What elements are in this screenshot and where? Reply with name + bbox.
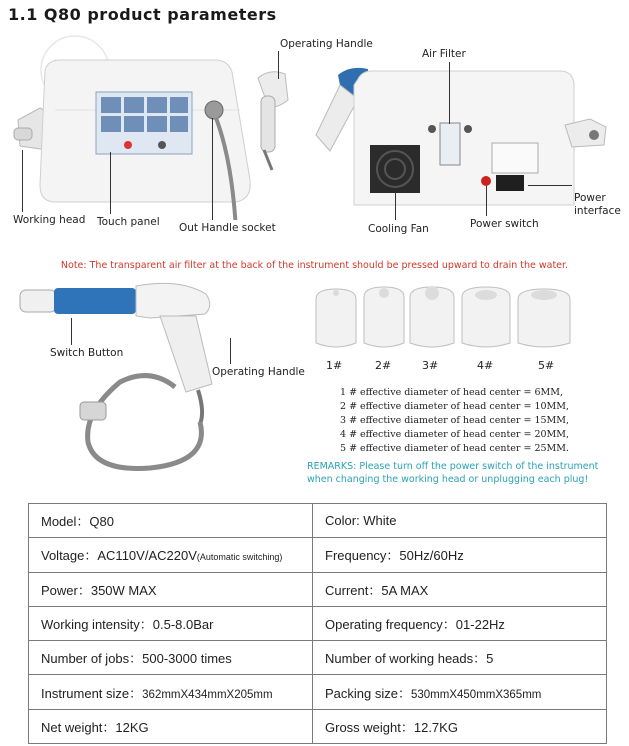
- spec-packing-size-label: Packing size：: [325, 685, 411, 701]
- remarks-line-2: when changing the working head or unplugging each plug!: [307, 473, 589, 485]
- diameter-line-1: 1 # effective diameter of head center = 6MM,: [340, 387, 563, 398]
- spec-color: Color: White: [313, 504, 607, 538]
- label-power-switch: Power switch: [470, 218, 539, 230]
- spec-table: [28, 503, 607, 744]
- operating-handle-image: [0, 272, 240, 477]
- leader-line: [230, 338, 231, 364]
- spec-model: Model：Q80: [29, 504, 313, 538]
- spec-working-intensity: Working intensity：0.5-8.0Bar: [29, 606, 313, 640]
- table-row: [29, 572, 607, 606]
- spec-voltage-cell: [29, 538, 313, 572]
- spec-voltage-note: (Automatic switching): [196, 552, 283, 563]
- leader-line: [449, 62, 450, 124]
- label-operating-handle-mid: Operating Handle: [212, 366, 305, 378]
- remarks-line-1: REMARKS: Please turn off the power switch of the instrument: [307, 461, 599, 472]
- head-label-2: 2#: [375, 359, 392, 372]
- spec-net-weight: Net weight：12KG: [29, 709, 313, 743]
- leader-line: [486, 186, 487, 216]
- label-switch-button: Switch Button: [50, 347, 124, 359]
- spec-instrument-size-label: Instrument size：: [41, 685, 143, 701]
- label-cooling-fan: Cooling Fan: [368, 223, 429, 235]
- spec-packing-size-value: 530mmX450mmX365mm: [410, 688, 542, 701]
- label-power-interface-line2: interface: [574, 205, 621, 217]
- table-row: [29, 606, 607, 640]
- spec-instrument-size-cell: [29, 675, 313, 709]
- device-front-image: [0, 30, 310, 220]
- leader-line: [71, 318, 72, 345]
- spec-current: Current：5A MAX: [313, 572, 607, 606]
- spec-number-of-heads: Number of working heads：5: [313, 641, 607, 675]
- air-filter-note: Note: The transparent air filter at the back of the instrument should be pressed upward to drain the water.: [60, 260, 569, 271]
- spec-power: Power：350W MAX: [29, 572, 313, 606]
- diameter-line-3: 3 # effective diameter of head center = 15MM,: [340, 415, 570, 426]
- diameter-line-4: 4 # effective diameter of head center = 20MM,: [340, 429, 570, 440]
- leader-line: [395, 192, 396, 220]
- leader-line: [110, 152, 111, 214]
- spec-operating-frequency: Operating frequency：01-22Hz: [313, 606, 607, 640]
- spec-packing-size-cell: [313, 675, 607, 709]
- table-row: [29, 641, 607, 675]
- leader-line: [278, 51, 279, 79]
- table-row: [29, 675, 607, 709]
- spec-number-of-jobs: Number of jobs：500-3000 times: [29, 641, 313, 675]
- label-air-filter: Air Filter: [422, 48, 466, 60]
- page-title: 1.1 Q80 product parameters: [8, 5, 277, 24]
- label-touch-panel: Touch panel: [97, 216, 160, 228]
- spec-frequency: Frequency：50Hz/60Hz: [313, 538, 607, 572]
- head-label-1: 1#: [326, 359, 343, 372]
- head-label-4: 4#: [477, 359, 494, 372]
- diameter-line-2: 2 # effective diameter of head center = 10MM,: [340, 401, 570, 412]
- head-label-3: 3#: [422, 359, 439, 372]
- table-row: [29, 504, 607, 538]
- spec-instrument-size-value: 362mmX434mmX205mm: [142, 688, 273, 701]
- leader-line: [22, 150, 23, 212]
- label-power-interface-line1: Power: [574, 192, 606, 204]
- spec-voltage: Voltage：AC110V/AC220V: [41, 548, 197, 564]
- leader-line: [528, 185, 572, 186]
- remarks: [307, 461, 598, 486]
- label-out-handle-socket: Out Handle socket: [179, 222, 276, 234]
- table-row: [29, 709, 607, 743]
- working-heads-image: [300, 285, 580, 355]
- head-label-5: 5#: [538, 359, 555, 372]
- table-row: [29, 538, 607, 572]
- leader-line: [212, 118, 213, 220]
- diameter-line-5: 5 # effective diameter of head center = 25MM.: [340, 443, 570, 454]
- label-operating-handle-top: Operating Handle: [280, 38, 373, 50]
- spec-gross-weight: Gross weight：12.7KG: [313, 709, 607, 743]
- device-back-image: [310, 55, 629, 215]
- label-working-head: Working head: [13, 214, 86, 226]
